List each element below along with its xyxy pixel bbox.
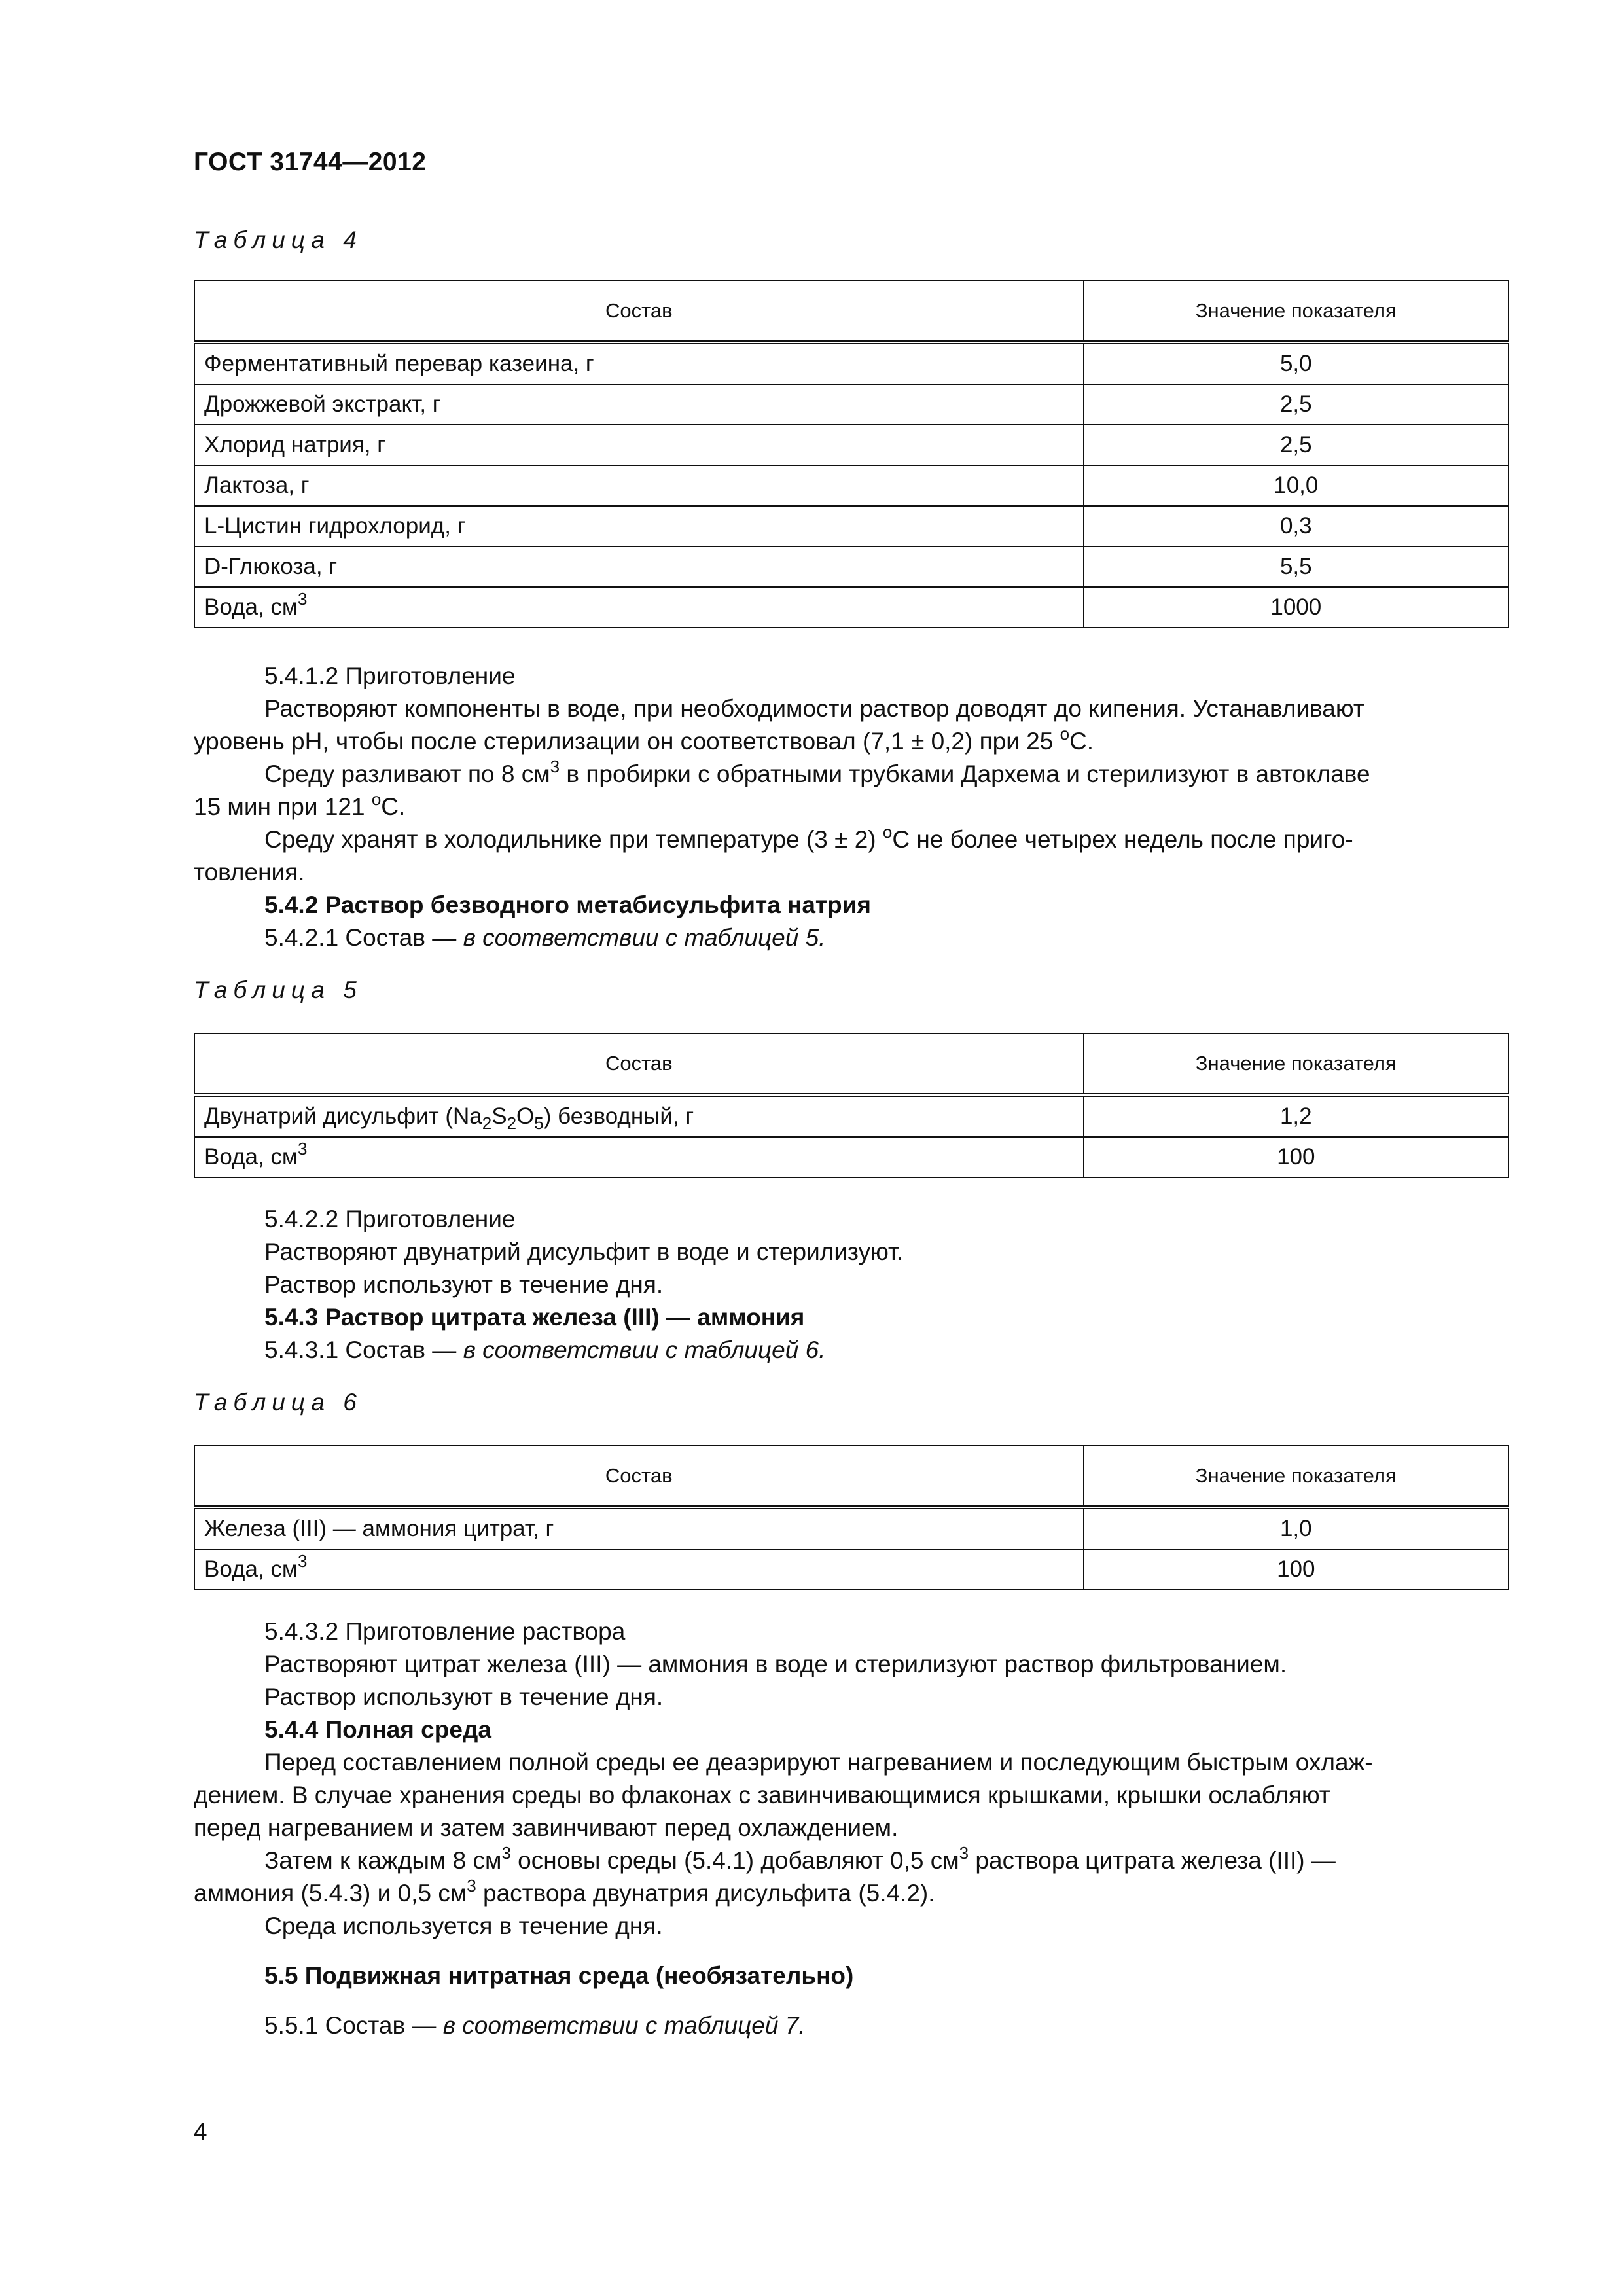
superscript: 3	[297, 589, 308, 609]
superscript: o	[1060, 724, 1070, 744]
section-5-4-2-heading: 5.4.2 Раствор безводного метабисульфита натрия	[264, 891, 871, 918]
paragraph-line	[264, 823, 1353, 856]
paragraph-line	[264, 1844, 1336, 1877]
section-5-5-heading: 5.5 Подвижная нитратная среда (необязательно)	[264, 1962, 854, 1989]
text: основы среды (5.4.1) добавляют 0,5 см	[510, 1847, 959, 1874]
table-row	[194, 587, 1508, 628]
paragraph-line: Растворяют двунатрий дисульфит в воде и стерилизуют.	[264, 1238, 904, 1265]
text: Среду хранят в холодильнике при температуре (3 ± 2)	[264, 826, 883, 853]
subscript: 2	[507, 1113, 517, 1133]
text: 5.4.3.1 Состав —	[264, 1336, 463, 1363]
table4-cell-name: Ферментативный перевар казеина, г	[194, 342, 1084, 384]
table-row	[194, 547, 1508, 587]
table-row	[194, 1137, 1508, 1177]
text: раствора двунатрия дисульфита (5.4.2).	[476, 1880, 935, 1907]
paragraph-line	[194, 725, 1094, 758]
table4-header-row	[194, 281, 1508, 342]
text: Двунатрий дисульфит (Na	[204, 1103, 482, 1129]
table-row	[194, 384, 1508, 425]
paragraph-line: Растворяют цитрат железа (III) — аммония в воде и стерилизуют раствор фильтрованием.	[264, 1651, 1287, 1677]
paragraph-line: дением. В случае хранения среды во флаконах с завинчивающимися крышками, крышки ослабляют	[194, 1782, 1330, 1808]
table4-cell-value: 2,5	[1084, 384, 1508, 425]
text: Вода, см	[204, 1556, 298, 1582]
paragraph-line: товления.	[194, 859, 305, 886]
table-reference: в соответствии с таблицей 7.	[442, 2012, 806, 2039]
paragraph-line: Перед составлением полной среды ее деаэрируют нагреванием и последующим быстрым охлаж-	[264, 1749, 1373, 1776]
table6-header-row	[194, 1446, 1508, 1507]
paragraph-line	[264, 758, 1370, 791]
table6-cell-value: 100	[1084, 1549, 1508, 1590]
text: С не более четырех недель после приго-	[892, 826, 1353, 853]
text: аммония (5.4.3) и 0,5 см	[194, 1880, 467, 1907]
table-row	[194, 1549, 1508, 1590]
paragraph-line: Раствор используют в течение дня.	[264, 1683, 664, 1710]
paragraph-line: Среда используется в течение дня.	[264, 1912, 663, 1939]
superscript: 3	[550, 757, 560, 776]
text: Затем к каждым 8 см	[264, 1847, 502, 1874]
text: С.	[1069, 728, 1094, 755]
text: С.	[381, 793, 406, 820]
table6-col-value: Значение показателя	[1084, 1446, 1508, 1507]
subscript: 2	[482, 1113, 492, 1133]
table5	[194, 1033, 1509, 1178]
superscript: 3	[297, 1139, 308, 1158]
page-number: 4	[194, 2118, 207, 2145]
table5-header-row	[194, 1033, 1508, 1095]
document-header: ГОСТ 31744—2012	[194, 148, 427, 176]
superscript: 3	[467, 1876, 476, 1895]
table4-cell-value: 10,0	[1084, 465, 1508, 506]
text: ) безводный, г	[543, 1103, 694, 1129]
table6-caption: Таблица 6	[194, 1389, 363, 1416]
section-5-4-3-2-heading: 5.4.3.2 Приготовление раствора	[264, 1618, 626, 1645]
section-5-4-4-heading: 5.4.4 Полная среда	[264, 1716, 491, 1743]
cell-text: Вода, см	[204, 594, 298, 620]
paragraph-line	[264, 2009, 806, 2042]
table6-cell-name	[194, 1549, 1084, 1590]
table4-cell-name: Дрожжевой экстракт, г	[194, 384, 1084, 425]
table4-cell-name: Хлорид натрия, г	[194, 425, 1084, 465]
paragraph-line	[264, 922, 825, 954]
table4-cell-value: 1000	[1084, 587, 1508, 628]
text: раствора цитрата железа (III) —	[969, 1847, 1336, 1874]
superscript: 3	[959, 1843, 969, 1863]
superscript: о	[882, 822, 893, 842]
paragraph-line: перед нагреванием и затем завинчивают перед охлаждением.	[194, 1814, 899, 1841]
table4-cell-value: 5,5	[1084, 547, 1508, 587]
section-5-4-2-2-heading: 5.4.2.2 Приготовление	[264, 1206, 516, 1232]
table5-caption: Таблица 5	[194, 977, 363, 1003]
table4-col-value: Значение показателя	[1084, 281, 1508, 342]
superscript: 3	[501, 1843, 511, 1863]
table4-cell-name: D-Глюкоза, г	[194, 547, 1084, 587]
section-5-4-3-heading: 5.4.3 Раствор цитрата железа (III) — аммония	[264, 1304, 805, 1331]
subscript: 5	[534, 1113, 544, 1133]
table5-cell-value: 100	[1084, 1137, 1508, 1177]
table-row	[194, 342, 1508, 384]
paragraph-line: Растворяют компоненты в воде, при необходимости раствор доводят до кипения. Устанавливают	[264, 695, 1364, 722]
table5-cell-name	[194, 1095, 1084, 1137]
text: 5.5.1 Состав —	[264, 2012, 443, 2039]
table-reference: в соответствии с таблицей 6.	[463, 1336, 826, 1363]
table4-cell-name: Лактоза, г	[194, 465, 1084, 506]
table6-cell-value: 1,0	[1084, 1507, 1508, 1549]
table4	[194, 280, 1509, 628]
text: уровень рН, чтобы после стерилизации он соответствовал (7,1 ± 0,2) при 25	[194, 728, 1060, 755]
text: Среду разливают по 8 см	[264, 761, 550, 787]
text: в пробирки с обратными трубками Дархема и стерилизуют в автоклаве	[560, 761, 1370, 787]
text: O	[516, 1103, 535, 1129]
table-reference: в соответствии с таблицей 5.	[463, 924, 826, 951]
table-row	[194, 1507, 1508, 1549]
text: Вода, см	[204, 1144, 298, 1170]
table-row	[194, 425, 1508, 465]
table5-col-value: Значение показателя	[1084, 1033, 1508, 1095]
section-5-4-1-2-heading: 5.4.1.2 Приготовление	[264, 662, 516, 689]
table6-cell-name: Железа (III) — аммония цитрат, г	[194, 1507, 1084, 1549]
table4-cell-value: 5,0	[1084, 342, 1508, 384]
table-row	[194, 465, 1508, 506]
paragraph-line: Раствор используют в течение дня.	[264, 1271, 664, 1298]
table4-col-composition: Состав	[194, 281, 1084, 342]
superscript: о	[371, 789, 382, 809]
table-row	[194, 1095, 1508, 1137]
table5-cell-name	[194, 1137, 1084, 1177]
paragraph-line	[194, 1877, 935, 1910]
text: 15 мин при 121	[194, 793, 372, 820]
table5-cell-value: 1,2	[1084, 1095, 1508, 1137]
paragraph-line	[264, 1334, 825, 1367]
text: 5.4.2.1 Состав —	[264, 924, 463, 951]
table4-cell-name	[194, 587, 1084, 628]
table4-cell-value: 2,5	[1084, 425, 1508, 465]
table-row	[194, 506, 1508, 547]
table4-caption: Таблица 4	[194, 226, 363, 253]
text: S	[491, 1103, 507, 1129]
superscript: 3	[297, 1551, 308, 1571]
paragraph-line	[194, 791, 405, 823]
table4-cell-name: L-Цистин гидрохлорид, г	[194, 506, 1084, 547]
table5-col-composition: Состав	[194, 1033, 1084, 1095]
table4-cell-value: 0,3	[1084, 506, 1508, 547]
table6	[194, 1445, 1509, 1590]
table6-col-composition: Состав	[194, 1446, 1084, 1507]
